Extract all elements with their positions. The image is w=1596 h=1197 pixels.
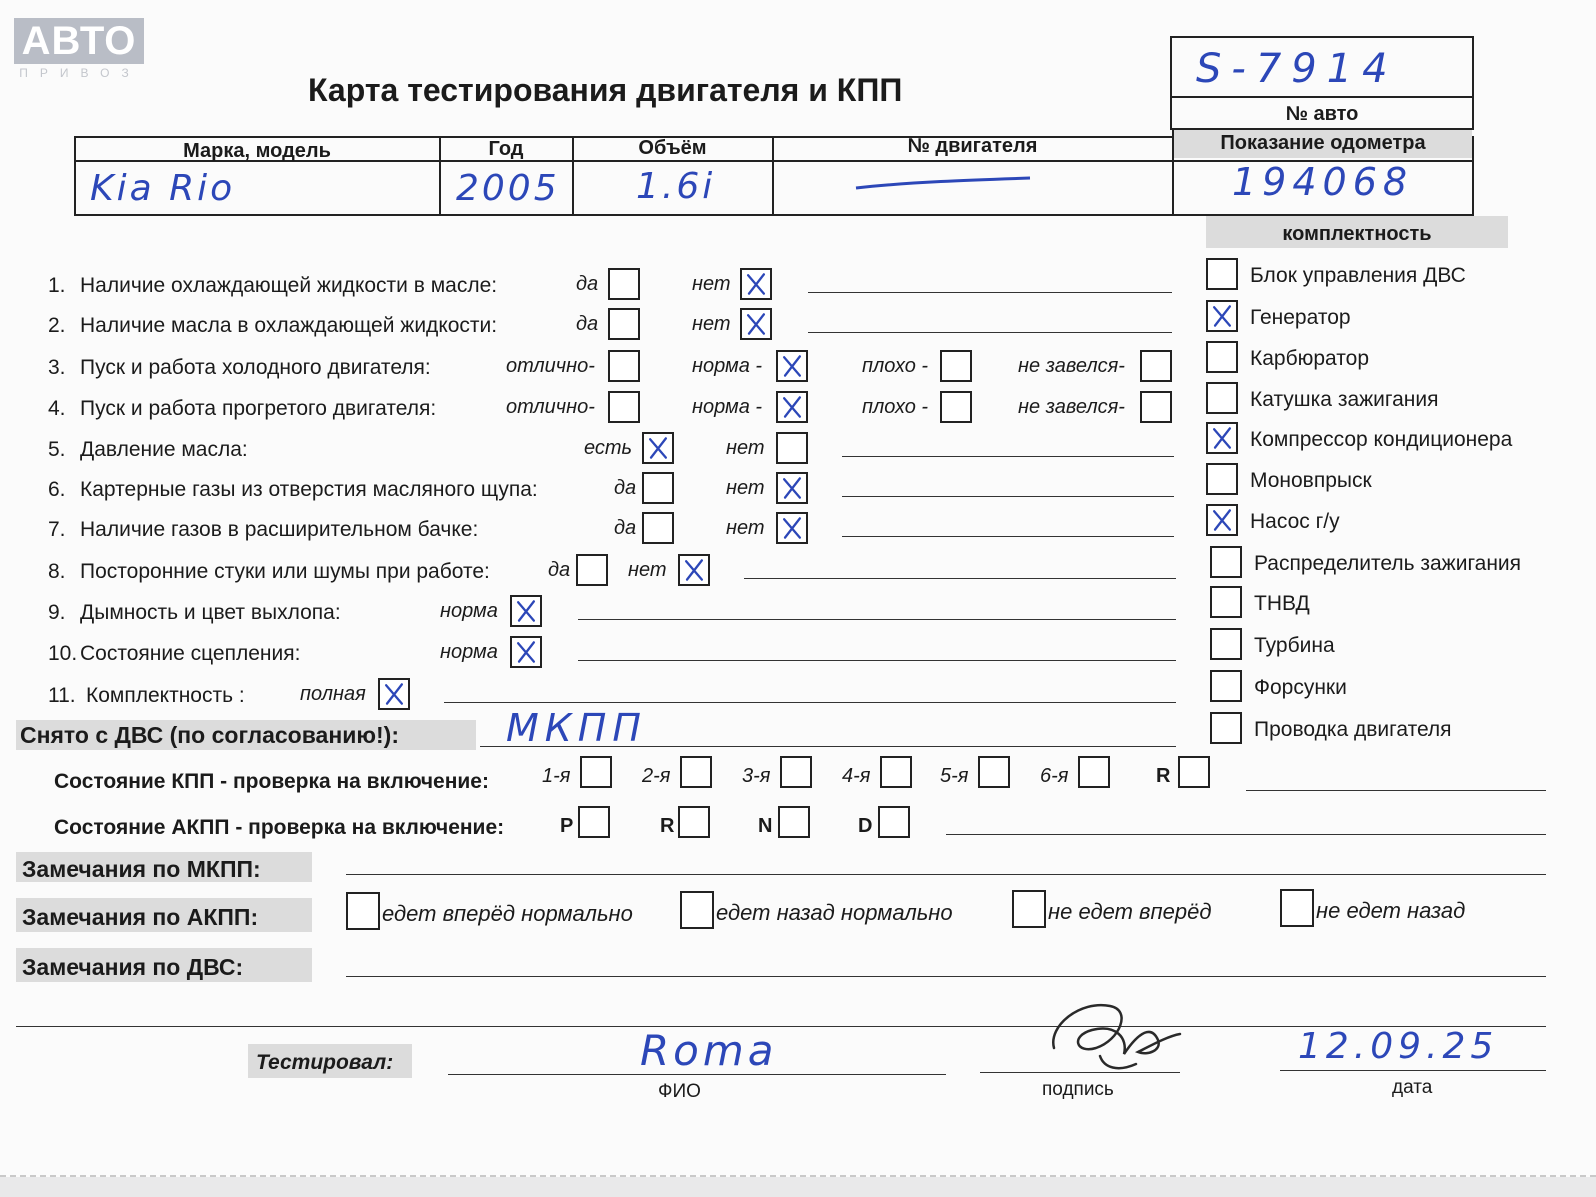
date-caption: дата	[1392, 1077, 1433, 1098]
check-option-checkbox[interactable]	[940, 350, 972, 382]
kpp-gear-checkbox[interactable]	[680, 756, 712, 788]
akpp-remark-label: едет вперёд нормально	[382, 901, 633, 926]
check-option-checkbox[interactable]	[740, 308, 772, 340]
check-option-label: норма -	[692, 396, 763, 418]
check-question: Пуск и работа холодного двигателя:	[80, 356, 431, 379]
check-option-label: да	[548, 559, 571, 581]
check-option-checkbox[interactable]	[510, 636, 542, 668]
akpp-mode-checkbox[interactable]	[578, 806, 610, 838]
volume-value: 1.6i	[636, 166, 716, 207]
kpp-gear-label: 6-я	[1040, 765, 1069, 787]
komplekt-checkbox[interactable]	[1210, 586, 1242, 618]
kpp-line	[1246, 790, 1546, 791]
komplekt-checkbox[interactable]	[1206, 422, 1238, 454]
logo-main: АВТО	[14, 18, 144, 64]
remarks-mkpp-line[interactable]	[346, 874, 1546, 875]
brand-value: Kia Rio	[90, 168, 236, 209]
komplekt-item-label: Блок управления ДВС	[1250, 264, 1466, 287]
removed-value: МКПП	[506, 706, 647, 750]
akpp-remark-checkbox[interactable]	[680, 891, 714, 929]
tester-name-caption: ФИО	[658, 1081, 701, 1102]
remarks-dvs-line[interactable]	[346, 976, 1546, 977]
kpp-label: Состояние КПП - проверка на включение:	[54, 770, 489, 793]
komplekt-checkbox[interactable]	[1206, 341, 1238, 373]
check-question: Посторонние стуки или шумы при работе:	[80, 560, 490, 583]
check-option-label: да	[614, 517, 637, 539]
signature-line	[980, 1072, 1180, 1073]
akpp-mode-checkbox[interactable]	[878, 806, 910, 838]
logo-sub: ПРИВОЗ	[19, 66, 141, 80]
car-number-value: S-7914	[1196, 46, 1398, 92]
check-comment-line[interactable]	[578, 660, 1176, 661]
komplekt-checkbox[interactable]	[1206, 463, 1238, 495]
remarks-dvs-label: Замечания по ДВС:	[22, 954, 244, 980]
komplekt-item-label: ТНВД	[1254, 592, 1310, 615]
akpp-remark-label: не едет вперёд	[1048, 899, 1212, 924]
check-option-label: отлично-	[506, 396, 595, 418]
komplekt-item-label: Турбина	[1254, 634, 1335, 657]
check-option-label: норма -	[692, 355, 763, 377]
check-option-checkbox[interactable]	[642, 512, 674, 544]
signature	[1040, 990, 1190, 1080]
kpp-gear-label: R	[1156, 765, 1171, 787]
komplekt-item-label: Насос г/у	[1250, 510, 1340, 533]
komplekt-item-label: Генератор	[1250, 306, 1351, 329]
kpp-gear-label: 1-я	[542, 765, 571, 787]
check-option-label: отлично-	[506, 355, 595, 377]
check-comment-line[interactable]	[744, 578, 1176, 579]
check-comment-line[interactable]	[444, 702, 1176, 703]
komplekt-checkbox[interactable]	[1206, 382, 1238, 414]
komplekt-item-label: Катушка зажигания	[1250, 388, 1439, 411]
check-option-checkbox[interactable]	[776, 432, 808, 464]
page-title: Карта тестирования двигателя и КПП	[308, 72, 903, 108]
date-value: 12.09.25	[1298, 1026, 1499, 1067]
check-option-checkbox[interactable]	[776, 512, 808, 544]
komplekt-checkbox[interactable]	[1210, 628, 1242, 660]
check-question: Наличие газов в расширительном бачке:	[80, 518, 479, 541]
check-option-label: нет	[726, 477, 765, 499]
akpp-remark-label: не едет назад	[1316, 898, 1466, 923]
check-comment-line[interactable]	[578, 619, 1176, 620]
check-option-label: нет	[726, 437, 765, 459]
kpp-gear-label: 5-я	[940, 765, 969, 787]
check-option-checkbox[interactable]	[776, 391, 808, 423]
check-option-label: норма	[440, 641, 498, 663]
check-question: Картерные газы из отверстия масляного щупа:	[80, 478, 538, 501]
signature-caption: подпись	[1042, 1079, 1114, 1100]
check-number: 1.	[48, 274, 66, 297]
tester-name-value: Roma	[640, 1026, 778, 1075]
remarks-akpp-label: Замечания по АКПП:	[22, 904, 259, 930]
volume-label: Объём	[638, 137, 707, 159]
kpp-gear-checkbox[interactable]	[978, 756, 1010, 788]
komplekt-checkbox[interactable]	[1206, 300, 1238, 332]
check-question: Состояние сцепления:	[80, 642, 301, 665]
komplekt-item-label: Компрессор кондиционера	[1250, 428, 1513, 451]
akpp-mode-label: D	[858, 815, 873, 837]
check-question: Наличие масла в охлаждающей жидкости:	[80, 314, 498, 337]
komplekt-item-label: Карбюратор	[1250, 347, 1370, 370]
check-option-label: нет	[692, 313, 731, 335]
check-number: 11.	[48, 684, 76, 707]
check-option-checkbox[interactable]	[608, 268, 640, 300]
check-number: 8.	[48, 560, 66, 583]
check-comment-line[interactable]	[808, 332, 1172, 333]
check-option-label: не завелся-	[1018, 355, 1125, 377]
check-option-checkbox[interactable]	[642, 432, 674, 464]
tested-label: Тестировал:	[256, 1051, 394, 1074]
akpp-mode-checkbox[interactable]	[778, 806, 810, 838]
check-option-checkbox[interactable]	[940, 391, 972, 423]
check-question: Пуск и работа прогретого двигателя:	[80, 397, 437, 420]
brand-label: Марка, модель	[183, 140, 331, 162]
komplekt-title: комплектность	[1282, 223, 1432, 245]
check-question: Давление масла:	[80, 438, 248, 461]
remarks-mkpp-label: Замечания по МКПП:	[22, 856, 261, 882]
check-option-checkbox[interactable]	[740, 268, 772, 300]
check-number: 4.	[48, 397, 66, 420]
komplekt-item-label: Моновпрыск	[1250, 469, 1372, 492]
komplekt-checkbox[interactable]	[1210, 546, 1242, 578]
check-question: Наличие охлаждающей жидкости в масле:	[80, 274, 498, 297]
odometer-value: 194068	[1232, 160, 1414, 204]
check-option-label: норма	[440, 600, 498, 622]
check-option-label: да	[576, 273, 599, 295]
removed-line	[480, 746, 1176, 747]
year-value: 2005	[456, 168, 560, 209]
kpp-gear-checkbox[interactable]	[1078, 756, 1110, 788]
kpp-gear-checkbox[interactable]	[880, 756, 912, 788]
engine-number-dash	[850, 168, 1040, 198]
komplekt-item-label: Форсунки	[1254, 676, 1347, 699]
akpp-remark-label: едет назад нормально	[716, 900, 953, 925]
check-option-label: нет	[726, 517, 765, 539]
check-option-checkbox[interactable]	[1140, 391, 1172, 423]
check-number: 10.	[48, 642, 78, 665]
check-option-label: да	[576, 313, 599, 335]
akpp-remark-checkbox[interactable]	[1012, 890, 1046, 928]
check-option-label: плохо -	[862, 355, 929, 377]
check-option-checkbox[interactable]	[678, 554, 710, 586]
komplekt-checkbox[interactable]	[1210, 712, 1242, 744]
check-question: Дымность и цвет выхлопа:	[80, 601, 341, 624]
akpp-line	[946, 834, 1546, 835]
check-option-checkbox[interactable]	[510, 595, 542, 627]
akpp-remark-checkbox[interactable]	[346, 892, 380, 930]
check-option-checkbox[interactable]	[608, 308, 640, 340]
check-comment-line[interactable]	[842, 496, 1174, 497]
kpp-gear-label: 4-я	[842, 765, 871, 787]
akpp-remark-checkbox[interactable]	[1280, 889, 1314, 927]
odometer-label: Показание одометра	[1220, 132, 1426, 154]
engine-number-label: № двигателя	[907, 135, 1038, 157]
komplekt-checkbox[interactable]	[1206, 504, 1238, 536]
check-option-checkbox[interactable]	[608, 350, 640, 382]
check-option-label: плохо -	[862, 396, 929, 418]
car-number-label: № авто	[1285, 103, 1359, 125]
check-number: 5.	[48, 438, 66, 461]
komplekt-item-label: Проводка двигателя	[1254, 718, 1452, 741]
check-option-checkbox[interactable]	[776, 350, 808, 382]
removed-label: Снято с ДВС (по согласованию!):	[20, 722, 399, 748]
check-option-checkbox[interactable]	[776, 472, 808, 504]
check-comment-line[interactable]	[808, 292, 1172, 293]
check-option-label: нет	[628, 559, 667, 581]
komplekt-checkbox[interactable]	[1210, 670, 1242, 702]
check-number: 2.	[48, 314, 66, 337]
logo	[14, 18, 146, 80]
check-number: 6.	[48, 478, 66, 501]
komplekt-checkbox[interactable]	[1206, 258, 1238, 290]
year-label: Год	[488, 138, 524, 160]
komplekt-item-label: Распределитель зажигания	[1254, 552, 1522, 575]
check-option-checkbox[interactable]	[378, 678, 410, 710]
akpp-mode-label: P	[560, 815, 574, 837]
kpp-gear-label: 2-я	[642, 765, 671, 787]
check-option-label: да	[614, 477, 637, 499]
date-line	[1280, 1070, 1546, 1071]
check-option-checkbox[interactable]	[1140, 350, 1172, 382]
akpp-mode-label: N	[758, 815, 773, 837]
check-comment-line[interactable]	[842, 536, 1174, 537]
akpp-mode-checkbox[interactable]	[678, 806, 710, 838]
check-question: Комплектность :	[86, 684, 245, 707]
kpp-gear-label: 3-я	[742, 765, 771, 787]
check-number: 7.	[48, 518, 66, 541]
check-number: 3.	[48, 356, 66, 379]
check-option-label: не завелся-	[1018, 396, 1125, 418]
check-number: 9.	[48, 601, 66, 624]
check-option-label: полная	[300, 683, 366, 705]
kpp-gear-checkbox[interactable]	[780, 756, 812, 788]
akpp-label: Состояние АКПП - проверка на включение:	[54, 816, 505, 839]
check-option-label: нет	[692, 273, 731, 295]
check-option-label: есть	[584, 437, 633, 459]
kpp-gear-checkbox[interactable]	[580, 756, 612, 788]
check-option-checkbox[interactable]	[642, 472, 674, 504]
kpp-gear-checkbox[interactable]	[1178, 756, 1210, 788]
check-option-checkbox[interactable]	[576, 554, 608, 586]
tester-name-line	[448, 1074, 946, 1075]
akpp-mode-label: R	[660, 815, 675, 837]
check-option-checkbox[interactable]	[608, 391, 640, 423]
check-comment-line[interactable]	[842, 456, 1174, 457]
